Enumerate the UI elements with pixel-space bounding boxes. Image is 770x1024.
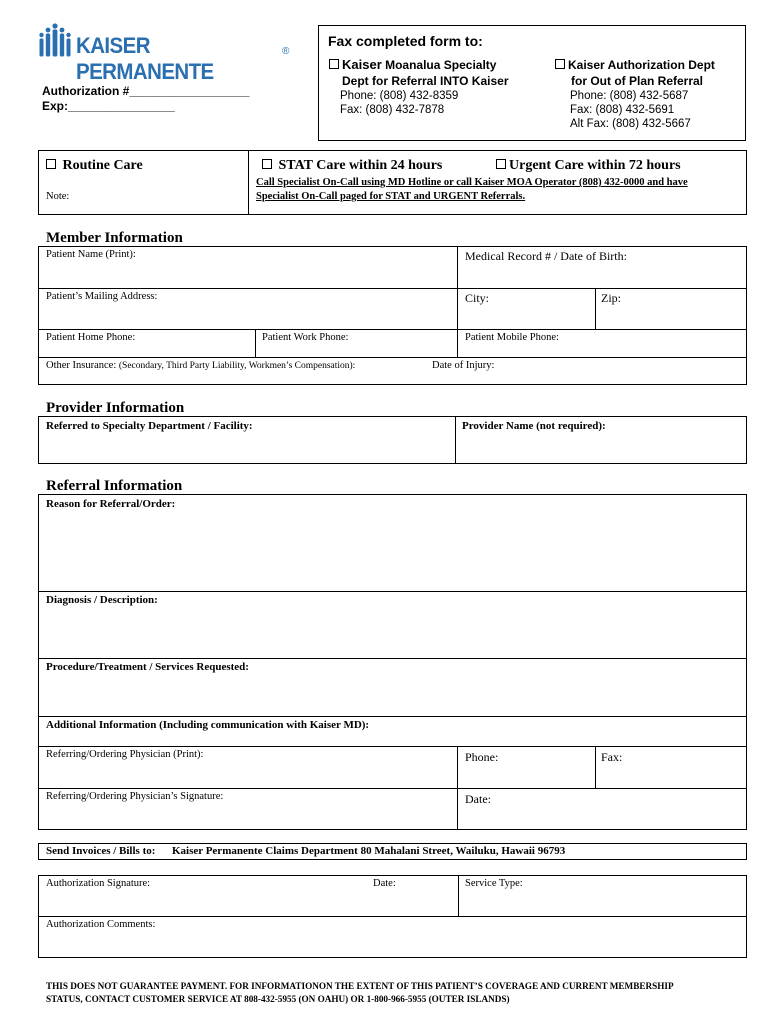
other-insurance-note: (Secondary, Third Party Liability, Workmen’s Compensation): [118,361,356,371]
provider-col-line [455,416,456,464]
fax-right-line2: for Out of Plan Referral [571,74,704,88]
reason-for-referral-field[interactable]: Reason for Referral/Order: [46,498,176,510]
patient-name-field[interactable]: Patient Name (Print): [46,249,136,260]
referral-line-2 [38,658,747,659]
fax-option-authorization-dept[interactable] [555,57,715,131]
home-phone-field[interactable]: Patient Home Phone: [46,332,136,343]
routine-label: Routine Care [62,158,143,173]
note-label: Note: [46,191,70,202]
urgent-care-option[interactable] [496,158,681,174]
authorization-number[interactable]: Authorization #__________________ [42,84,250,98]
footer-disclaimer-1: THIS DOES NOT GUARANTEE PAYMENT. FOR INFORMATIONON THE EXTENT OF THIS PATIENT’S COVERAGE AND CURRENT MEMBERSHIP [46,981,674,991]
footer-disclaimer-2: STATUS, CONTACT CUSTOMER SERVICE AT 808-432-5955 (ON OAHU) OR 1-800-966-5955 (OUTER ISLANDS) [46,994,510,1004]
urgent-label: Urgent Care within 72 hours [509,158,681,173]
member-col-line-main [457,246,458,357]
work-phone-field[interactable]: Patient Work Phone: [262,332,349,343]
authorization-col-line [458,875,459,916]
member-information-heading: Member Information [46,230,183,246]
referral-line-3 [38,716,747,717]
stat-label: STAT Care within 24 hours [278,158,443,173]
stat-instruction-2: Specialist On-Call paged for STAT and URGENT Referrals. [256,191,526,202]
kaiser-logo-mark-icon [38,22,72,60]
physician-signature-field[interactable]: Referring/Ordering Physician’s Signature: [46,791,224,802]
registered-mark: ® [282,46,290,57]
invoices-label: Send Invoices / Bills to: [46,845,156,857]
referral-col-line-fax [595,746,596,788]
fax-right-line1: Kaiser Authorization Dept [568,58,715,72]
fax-left-fax: Fax: (808) 432-7878 [340,104,445,116]
checkbox-authorization-dept[interactable] [555,59,565,69]
mrn-dob-field[interactable]: Medical Record # / Date of Birth: [465,249,627,263]
city-field[interactable]: City: [465,291,490,305]
physician-print-field[interactable]: Referring/Ordering Physician (Print): [46,749,204,760]
checkbox-routine[interactable] [46,159,56,169]
fax-right-phone: Phone: (808) 432-5687 [570,90,689,102]
fax-right-alt-fax: Alt Fax: (808) 432-5667 [570,118,691,130]
expiration-field[interactable]: Exp:________________ [42,99,175,113]
physician-date-field[interactable]: Date: [465,792,491,806]
logo-text: KAISER PERMANENTE [76,33,214,84]
referral-col-line [457,746,458,830]
procedure-field[interactable]: Procedure/Treatment / Services Requested: [46,661,249,673]
invoices-address: Kaiser Permanente Claims Department 80 Mahalani Street, Wailuku, Hawaii 96793 [172,845,566,857]
member-col-line-work [255,329,256,357]
provider-name-field[interactable]: Provider Name (not required): [462,420,606,432]
member-col-line-zip [595,288,596,329]
mobile-phone-field[interactable]: Patient Mobile Phone: [465,332,559,343]
physician-phone-field[interactable]: Phone: [465,750,499,764]
authorization-comments-field[interactable]: Authorization Comments: [46,919,156,930]
fax-left-phone: Phone: (808) 432-8359 [340,90,459,102]
member-row-line-2 [38,329,747,330]
member-row-line-3 [38,357,747,358]
diagnosis-field[interactable]: Diagnosis / Description: [46,594,158,606]
referral-information-heading: Referral Information [46,478,183,494]
stat-instruction-1: Call Specialist On-Call using MD Hotline or call Kaiser MOA Operator (808) 432-0000 and have [256,177,688,188]
fax-left-line2: Dept for Referral INTO Kaiser [342,74,509,88]
routine-care-option[interactable] [46,158,143,174]
mailing-address-field[interactable]: Patient’s Mailing Address: [46,291,158,302]
zip-field[interactable]: Zip: [601,291,621,305]
stat-care-option[interactable] [262,158,442,174]
referral-line-1 [38,591,747,592]
additional-info-field[interactable]: Additional Information (Including communication with Kaiser MD): [46,719,370,731]
service-type-field[interactable]: Service Type: [465,878,523,889]
fax-title: Fax completed form to: [328,33,483,49]
authorization-row-line [38,916,747,917]
other-insurance-field[interactable] [46,360,355,371]
authorization-signature-field[interactable]: Authorization Signature: [46,878,151,889]
referral-line-5 [38,788,747,789]
date-of-injury-field[interactable]: Date of Injury: [432,360,495,371]
other-insurance-label: Other Insurance: [46,360,119,371]
referral-line-4 [38,746,747,747]
kaiser-logo [38,22,300,84]
checkbox-moanalua[interactable] [329,59,339,69]
authorization-date-field[interactable]: Date: [373,878,396,889]
fax-right-fax: Fax: (808) 432-5691 [570,104,675,116]
checkbox-urgent[interactable] [496,159,506,169]
fax-left-line1a: Kaiser [342,57,382,72]
provider-information-heading: Provider Information [46,400,185,416]
care-divider [248,150,249,215]
checkbox-stat[interactable] [262,159,272,169]
fax-left-line1b: Moanalua Specialty [381,58,497,72]
fax-option-moanalua[interactable] [329,57,509,117]
referred-to-field[interactable]: Referred to Specialty Department / Facility: [46,420,253,432]
physician-fax-field[interactable]: Fax: [601,750,623,764]
member-row-line-1 [38,288,747,289]
